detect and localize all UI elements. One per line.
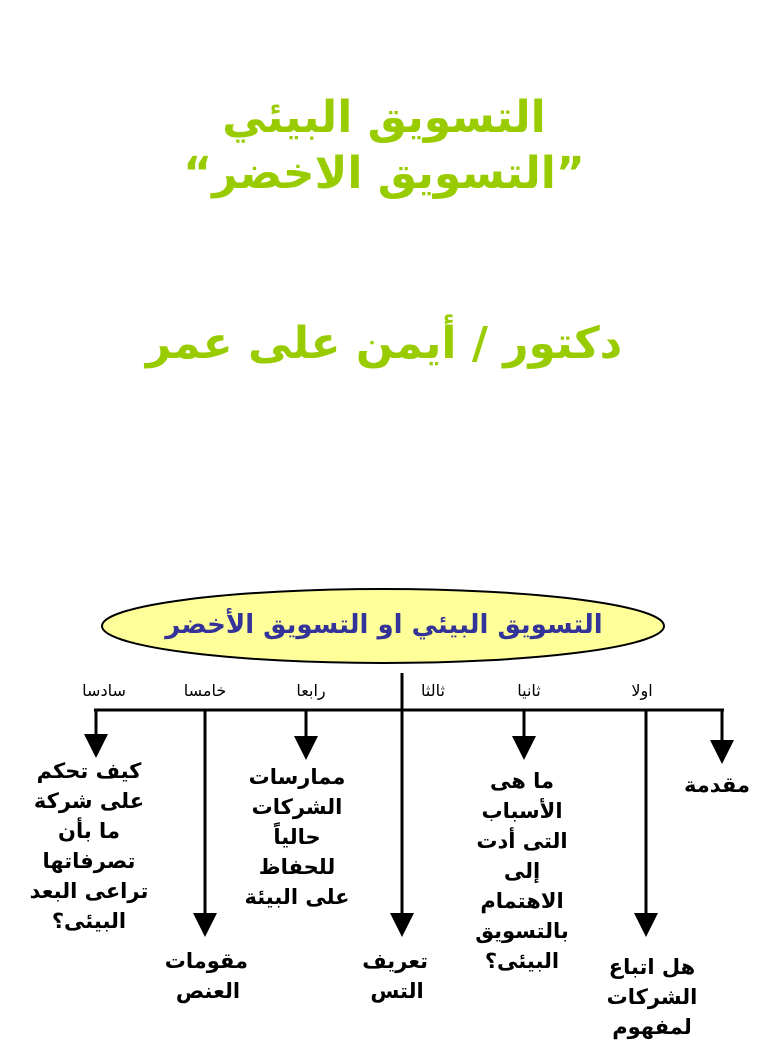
title-line-1: التسويق البيئي — [222, 92, 546, 143]
order-label-5: خامسا — [183, 681, 227, 700]
branch-box-definition: تعريف التس — [362, 949, 428, 1003]
root-node-label: التسويق البيئي او التسويق الأخضر — [165, 610, 603, 640]
branch-box-practices: ممارسات الشركات حالياً للحفاظ على البيئة — [244, 765, 350, 909]
branch-box-green-adoption: هل اتباع الشركات لمفهوم — [606, 955, 698, 1039]
order-label-3: ثالثا — [421, 681, 445, 700]
order-label-6: سادسا — [82, 681, 126, 700]
branch-box-reasons: ما هى الأسباب التى أدت إلى الاهتمام بالتسويق البيئى؟ — [475, 769, 569, 973]
title-line-2: ”التسويق الاخضر“ — [183, 148, 585, 199]
branch-box-evaluation: كيف تحكم على شركة ما بأن تصرفاتها تراعى البعد البيئى؟ — [29, 759, 149, 933]
order-label-1: اولا — [631, 681, 653, 700]
branch-box-elements: مقومات العنص — [164, 949, 248, 1003]
author-name: دكتور / أيمن على عمر — [145, 318, 623, 369]
order-label-2: ثانيا — [517, 681, 541, 700]
order-label-4: رابعا — [296, 681, 326, 700]
branch-box-intro: مقدمة — [684, 773, 750, 797]
